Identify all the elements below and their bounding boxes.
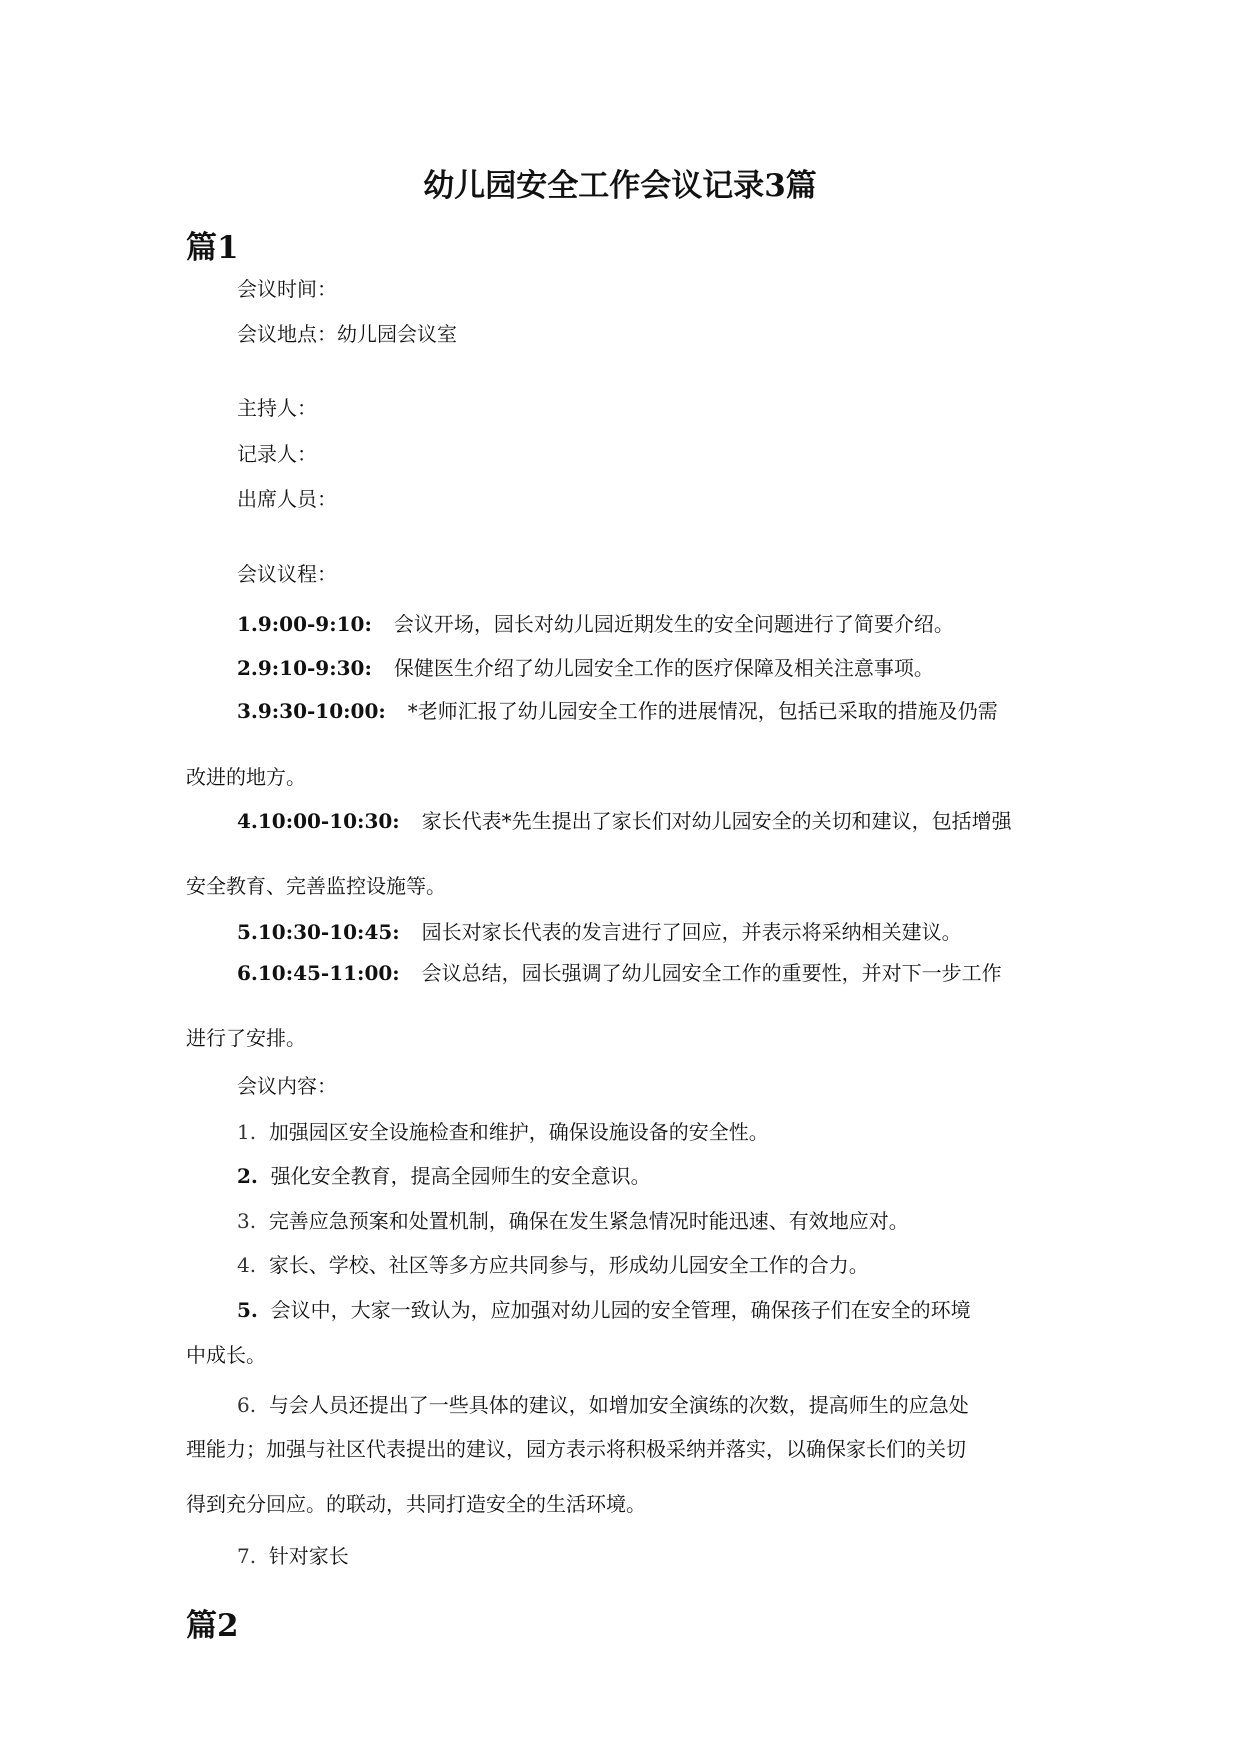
agenda-text-continuation: 改进的地方。 [186,765,306,789]
agenda-text: 会议开场，园长对幼儿园近期发生的安全问题进行了简要介绍。 [393,612,954,636]
document-title: 幼儿园安全工作会议记录3篇 [423,168,817,204]
content-number: 3. [237,1209,257,1233]
attendees-label: 出席人员： [237,487,337,511]
host-label: 主持人： [237,396,317,420]
agenda-text-continuation: 安全教育、完善监控设施等。 [186,874,446,898]
agenda-item [237,698,998,724]
agenda-item [237,808,1012,834]
agenda-text-continuation: 进行了安排。 [186,1026,306,1050]
content-number: 5. [237,1298,258,1322]
content-text: 针对家长 [268,1544,349,1568]
section-heading-2: 篇2 [186,1608,239,1644]
content-text: 强化安全教育，提高全园师生的安全意识。 [270,1164,651,1188]
section-heading-1: 篇1 [186,230,239,266]
content-text: 会议中，大家一致认为，应加强对幼儿园的安全管理，确保孩子们在安全的环境 [270,1298,971,1322]
agenda-item [237,960,1002,986]
content-number: 6. [237,1393,257,1417]
content-item [237,1119,769,1145]
content-number: 2. [237,1164,258,1188]
content-item [237,1252,869,1278]
meeting-time-label: 会议时间： [237,277,337,301]
content-item [237,1208,909,1234]
agenda-item [237,919,962,945]
agenda-text: 保健医生介绍了幼儿园安全工作的医疗保障及相关注意事项。 [393,656,934,680]
agenda-time: 4.10:00-10:30: [237,809,400,833]
meeting-place-label: 会议地点：幼儿园会议室 [237,322,457,346]
content-text: 与会人员还提出了一些具体的建议，如增加安全演练的次数，提高师生的应急处 [268,1393,969,1417]
content-item [237,1392,969,1418]
agenda-item [237,655,934,681]
content-text: 家长、学校、社区等多方应共同参与，形成幼儿园安全工作的合力。 [268,1253,869,1277]
agenda-text: 会议总结，园长强调了幼儿园安全工作的重要性，并对下一步工作 [421,961,1002,985]
agenda-time: 5.10:30-10:45: [237,920,400,944]
content-text: 完善应急预案和处置机制，确保在发生紧急情况时能迅速、有效地应对。 [268,1209,909,1233]
content-item [237,1163,651,1189]
content-text-continuation: 得到充分回应。的联动，共同打造安全的生活环境。 [186,1492,646,1516]
agenda-label: 会议议程： [237,562,337,586]
content-item [237,1297,971,1323]
agenda-text: 家长代表*先生提出了家长们对幼儿园安全的关切和建议，包括增强 [421,809,1012,833]
agenda-text: 园长对家长代表的发言进行了回应，并表示将采纳相关建议。 [421,920,962,944]
content-text-continuation: 中成长。 [186,1343,266,1367]
content-number: 4. [237,1253,257,1277]
agenda-time: 1.9:00-9:10: [237,612,372,636]
content-label: 会议内容： [237,1074,337,1098]
agenda-time: 3.9:30-10:00: [237,699,386,723]
agenda-item [237,611,954,637]
content-number: 7. [237,1544,257,1568]
agenda-time: 2.9:10-9:30: [237,656,372,680]
agenda-time: 6.10:45-11:00: [237,961,400,985]
recorder-label: 记录人： [237,442,317,466]
content-text-continuation: 理能力；加强与社区代表提出的建议，园方表示将积极采纳并落实，以确保家长们的关切 [186,1437,966,1461]
content-text: 加强园区安全设施检查和维护，确保设施设备的安全性。 [268,1120,769,1144]
agenda-text: *老师汇报了幼儿园安全工作的进展情况，包括已采取的措施及仍需 [407,699,998,723]
content-number: 1. [237,1120,257,1144]
content-item [237,1543,349,1569]
